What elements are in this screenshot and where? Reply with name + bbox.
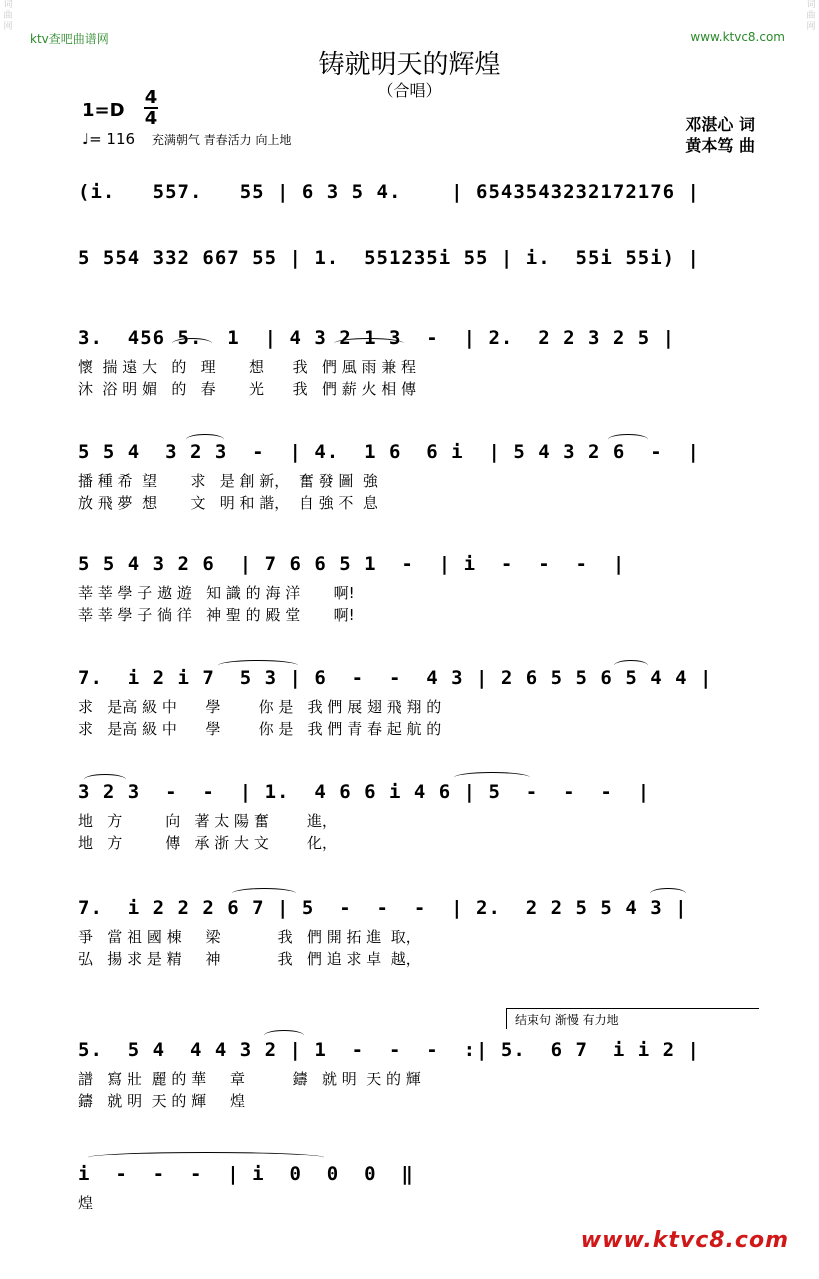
score-system-2: [78, 240, 758, 276]
lyrics-verse-1: 播 種 希 望 求 是 創 新， 奮 發 圖 強: [78, 472, 378, 490]
site-watermark-right[interactable]: www.ktvc8.com: [690, 30, 785, 44]
tempo-value: ♩= 116: [82, 130, 136, 148]
slur: [454, 772, 530, 783]
score-system-9: [78, 1032, 758, 1112]
score-system-5: [78, 546, 758, 626]
lyrics-verse-1: 爭 當 祖 國 棟 梁 我 們 開 拓 進 取，: [78, 928, 421, 946]
notation-line: (i. 557. 55 | 6 3 5 4. | 6543543232172176 |: [78, 181, 700, 203]
lyrics-verse-2: 鑄 就 明 天 的 輝 煌: [78, 1092, 245, 1110]
score-system-1: [78, 174, 758, 210]
slur: [84, 774, 126, 785]
time-bottom: 4: [144, 108, 158, 129]
slur: [232, 888, 296, 899]
time-signature: [142, 88, 160, 128]
site-watermark-bottom[interactable]: www.ktvc8.com: [580, 1228, 789, 1253]
slur: [608, 434, 648, 445]
slur: [334, 338, 404, 349]
finale-instruction: 结束句 渐慢 有力地: [506, 1008, 759, 1029]
tie: [88, 1152, 324, 1163]
lyrics-verse-1: 懷 揣 遠 大 的 理 想 我 們 風 雨 兼 程: [78, 358, 417, 376]
lyrics-verse-1: 地 方 向 著 太 陽 奮 進，: [78, 812, 337, 830]
song-subtitle: （合唱）: [377, 81, 442, 100]
slur: [264, 1030, 304, 1041]
notation-line: 7. i 2 2 2 6 7 | 5 - - - | 2. 2 2 5 5 4 3 |: [78, 897, 688, 919]
notation-line: 5 554 332 667 55 | 1. 551235i 55 | i. 55i 55i) |: [78, 247, 700, 269]
lyrics-verse-2: 弘 揚 求 是 精 神 我 們 追 求 卓 越，: [78, 950, 421, 968]
score-system-7: [78, 774, 758, 854]
score-system-4: [78, 434, 758, 514]
site-watermark-left[interactable]: ktv查吧曲谱网: [30, 32, 109, 46]
score-system-6: [78, 660, 758, 740]
lyrics-verse-2: 莘 莘 學 子 徜 徉 神 聖 的 殿 堂 啊!: [78, 606, 355, 624]
notation-line: 5 5 4 3 2 6 | 7 6 6 5 1 - | i - - - |: [78, 553, 626, 575]
lyrics-verse-2: 沐 浴 明 媚 的 春 光 我 們 薪 火 相 傳: [78, 380, 417, 398]
side-watermark-right: 词 曲 网: [806, 0, 816, 32]
lyrics-verse-1: 求 是高 級 中 學 你 是 我 們 展 翅 飛 翔 的: [78, 698, 442, 716]
key-signature: 1=D: [82, 100, 125, 121]
notation-line: 5. 5 4 4 4 3 2 | 1 - - - :| 5. 6 7 i i 2 |: [78, 1039, 700, 1061]
slur: [650, 888, 686, 899]
expression-marking: 充满朝气 青春活力 向上地: [151, 133, 292, 147]
notation-line: 5 5 4 3 2 3 - | 4. 1 6 6 i | 5 4 3 2 6 - |: [78, 441, 700, 463]
notation-line: 3 2 3 - - | 1. 4 6 6 i 4 6 | 5 - - - |: [78, 781, 651, 803]
time-top: 4: [144, 87, 158, 108]
song-title: 铸就明天的辉煌: [318, 50, 501, 80]
tempo-marking: [82, 130, 291, 148]
lyrics-verse-1: 譜 寫 壯 麗 的 華 章 鑄 就 明 天 的 輝: [78, 1070, 421, 1088]
lyrics-verse-2: 求 是高 級 中 學 你 是 我 們 青 春 起 航 的: [78, 720, 442, 738]
lyrics-verse-1: 煌: [78, 1194, 94, 1212]
notation-line: 7. i 2 i 7 5 3 | 6 - - 4 3 | 2 6 5 5 6 5 4 4 |: [78, 667, 713, 689]
notation-line: i - - - | i 0 0 0 ‖: [78, 1163, 414, 1185]
slur: [614, 660, 648, 671]
score-system-10: [78, 1156, 758, 1214]
lyrics-verse-1: 莘 莘 學 子 遨 遊 知 識 的 海 洋 啊!: [78, 584, 355, 602]
lyrics-verse-2: 放 飛 夢 想 文 明 和 諧， 自 強 不 息: [78, 494, 378, 512]
slur: [186, 434, 224, 445]
slur: [172, 338, 212, 349]
composer: 黄本笃 曲: [685, 136, 755, 155]
score-system-3: [78, 320, 758, 400]
score-system-8: [78, 890, 758, 970]
side-watermark-left: 词 曲 网: [3, 0, 13, 32]
lyrics-verse-2: 地 方 傳 承 浙 大 文 化，: [78, 834, 337, 852]
slur: [218, 660, 298, 671]
credits: [685, 114, 755, 156]
lyricist: 邓湛心 词: [685, 115, 755, 134]
notation-line: 3. 456 5. 1 | 4 3 2 1 3 - | 2. 2 2 3 2 5 |: [78, 327, 676, 349]
